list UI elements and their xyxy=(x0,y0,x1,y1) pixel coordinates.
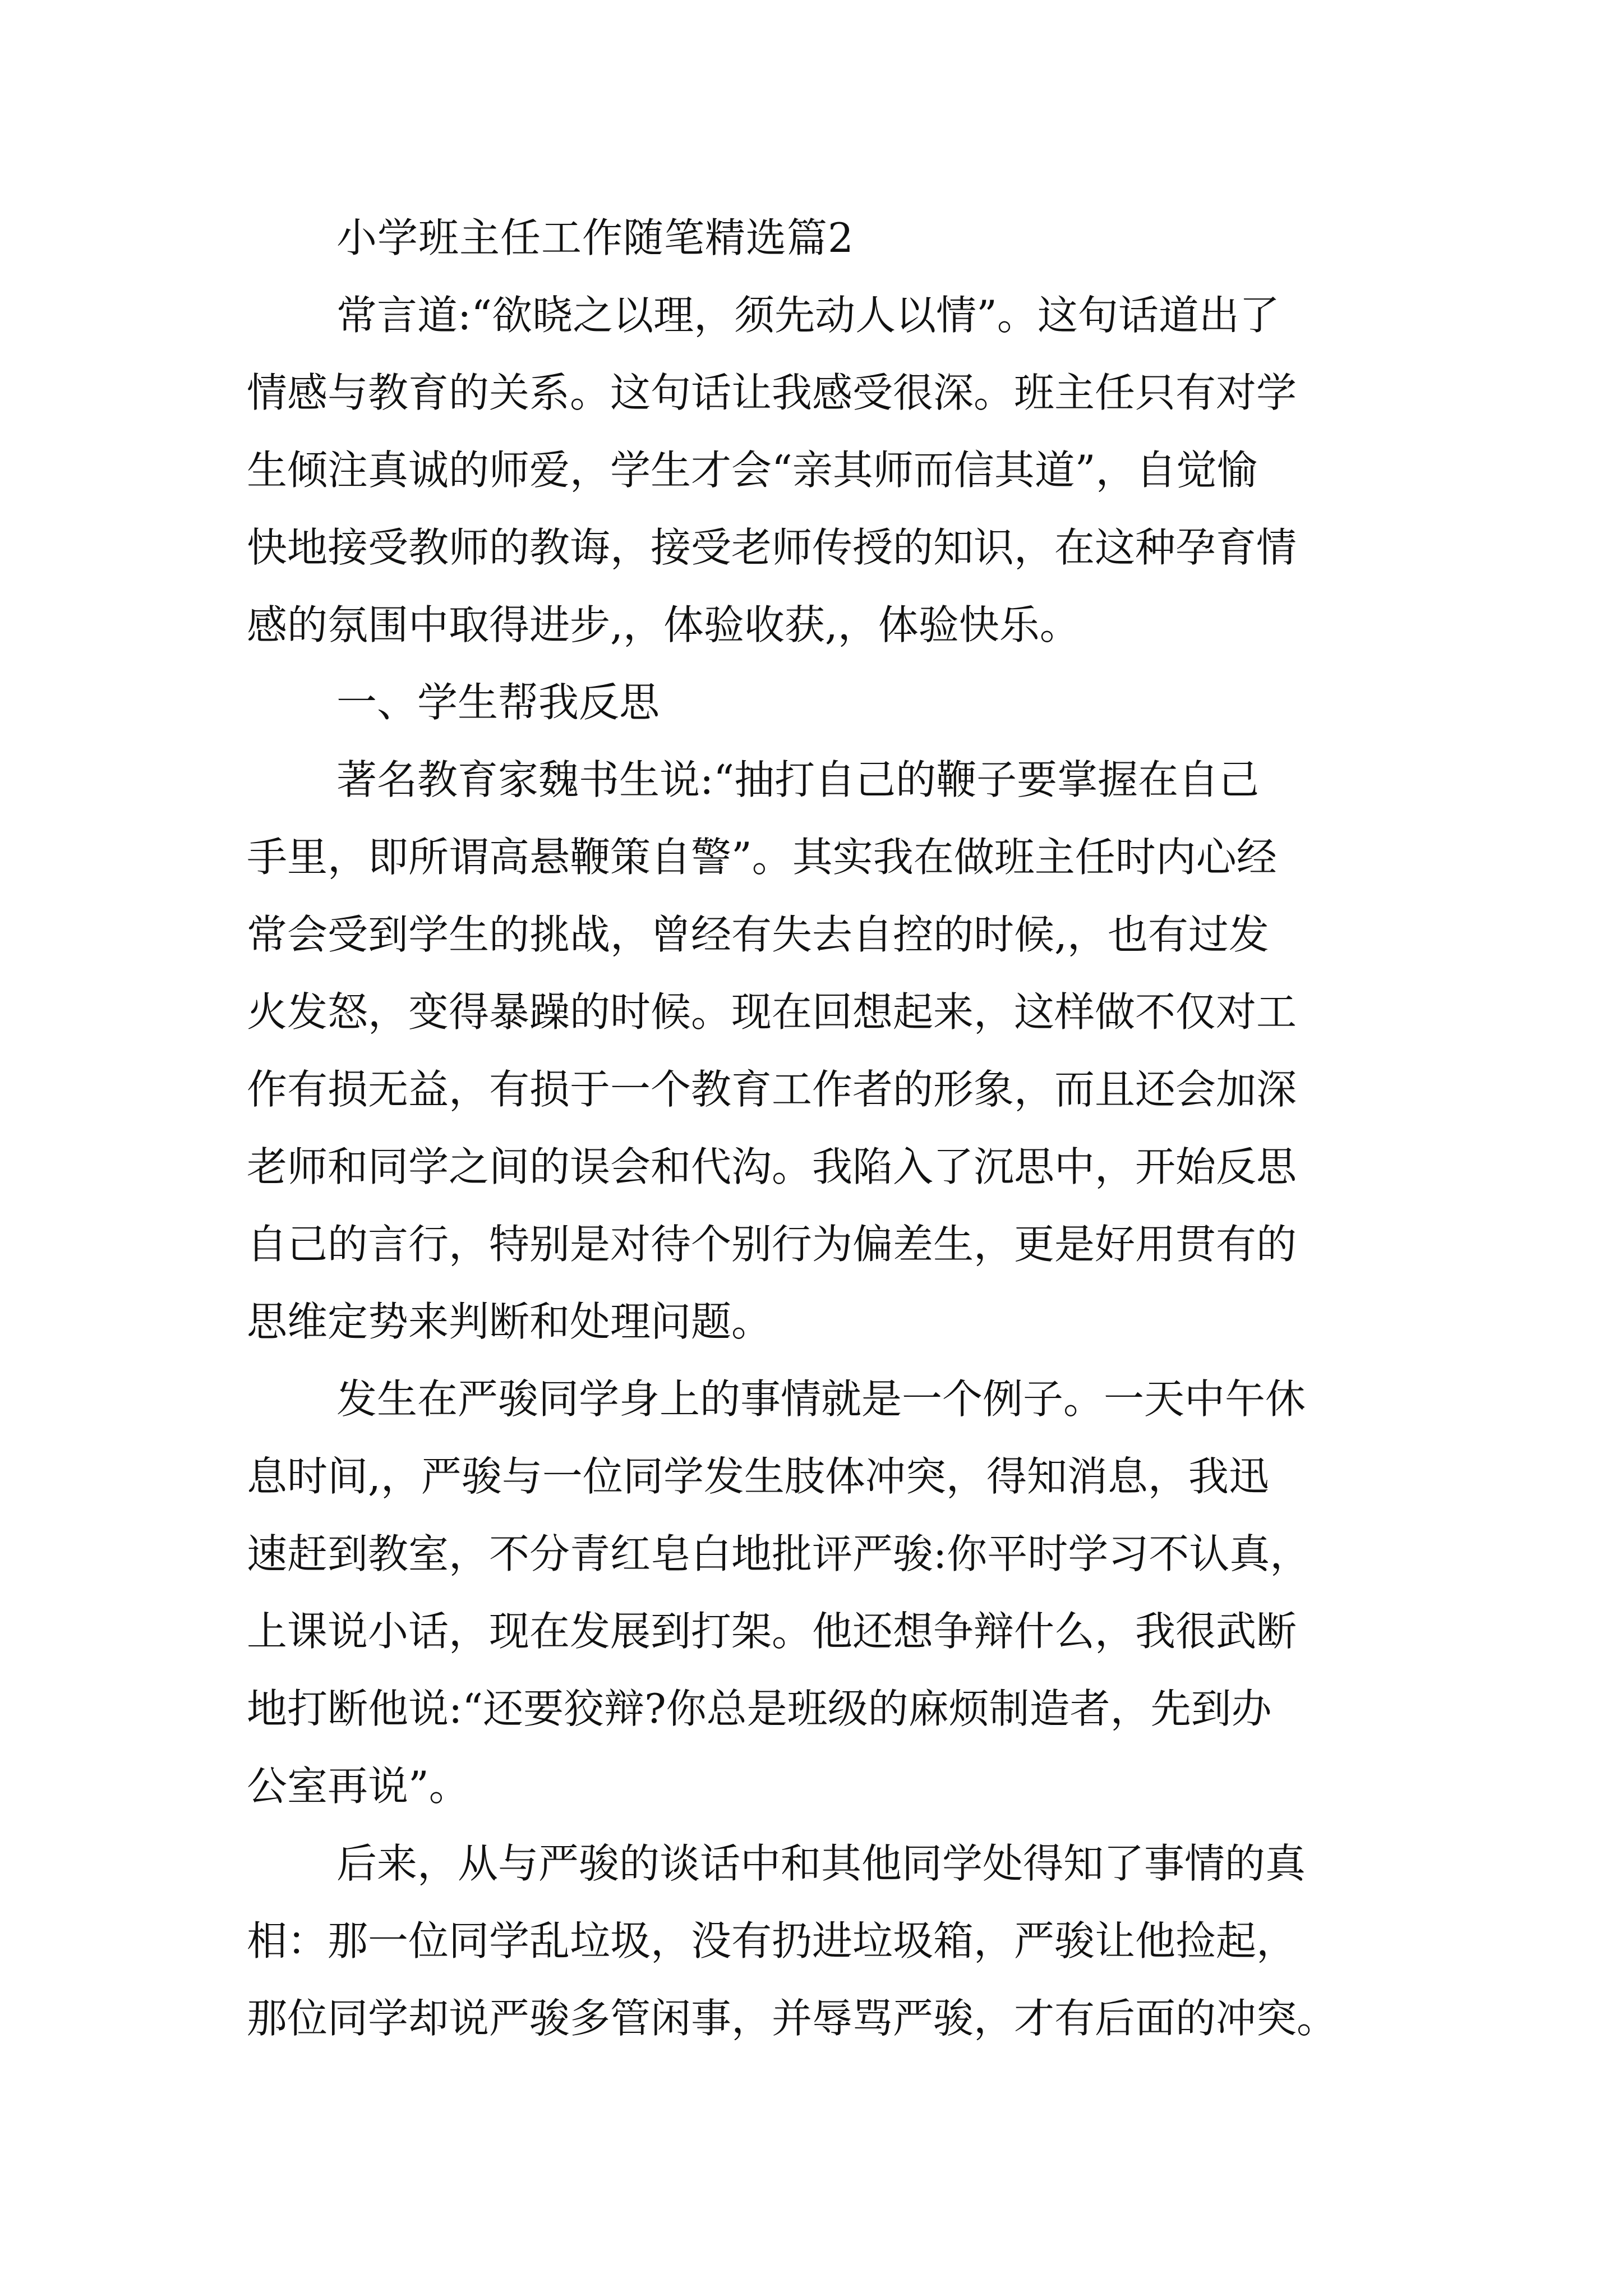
paragraph-line: 常会受到学生的挑战，曾经有失去自控的时候,，也有过发 xyxy=(247,911,1269,958)
paragraph-line: 生倾注真诚的师爱，学生才会“亲其师而信其道”，自觉愉 xyxy=(247,447,1257,494)
paragraph-line: 息时间,，严骏与一位同学发生肢体冲突，得知消息，我迅 xyxy=(247,1453,1269,1500)
paragraph-line: 情感与教育的关系。这句话让我感受很深。班主任只有对学 xyxy=(247,369,1297,416)
paragraph-line: 手里，即所谓高悬鞭策自警”。其实我在做班主任时内心经 xyxy=(247,834,1277,881)
paragraph-line: 后来，从与严骏的谈话中和其他同学处得知了事情的真 xyxy=(336,1840,1306,1887)
paragraph-line: 相：那一位同学乱垃圾，没有扔进垃圾箱，严骏让他捡起， xyxy=(247,1917,1297,1964)
paragraph-line: 那位同学却说严骏多管闲事，并辱骂严骏，才有后面的冲突。 xyxy=(247,1995,1338,2042)
paragraph-line: 老师和同学之间的误会和代沟。我陷入了沉思中，开始反思 xyxy=(247,1143,1297,1190)
paragraph-line: 公室再说”。 xyxy=(247,1763,469,1810)
section-heading: 一、学生帮我反思 xyxy=(336,679,660,726)
paragraph-line: 作有损无益，有损于一个教育工作者的形象，而且还会加深 xyxy=(247,1066,1297,1113)
document-title: 小学班主任工作随笔精选篇2 xyxy=(336,214,854,261)
paragraph-line: 思维定势来判断和处理问题。 xyxy=(247,1298,772,1345)
paragraph-line: 火发怒，变得暴躁的时候。现在回想起来，这样做不仅对工 xyxy=(247,988,1297,1036)
document-body xyxy=(247,199,1396,2057)
paragraph-line: 速赶到教室，不分青红皂白地批评严骏:你平时学习不认真， xyxy=(247,1530,1311,1577)
paragraph-line: 感的氛围中取得进步,，体验收获,，体验快乐。 xyxy=(247,601,1080,648)
paragraph-line: 上课说小话，现在发展到打架。他还想争辩什么，我很武断 xyxy=(247,1608,1297,1655)
paragraph-line: 发生在严骏同学身上的事情就是一个例子。一天中午休 xyxy=(336,1375,1306,1423)
paragraph-line: 著名教育家魏书生说:“抽打自己的鞭子要掌握在自己 xyxy=(336,756,1260,803)
paragraph-line: 地打断他说:“还要狡辩?你总是班级的麻烦制造者，先到办 xyxy=(247,1685,1272,1732)
paragraph-line: 常言道:“欲晓之以理，须先动人以情”。这句话道出了 xyxy=(336,292,1280,339)
paragraph-line: 快地接受教师的教诲，接受老师传授的知识，在这种孕育情 xyxy=(247,524,1297,571)
paragraph-line: 自己的言行，特别是对待个别行为偏差生，更是好用贯有的 xyxy=(247,1221,1297,1268)
